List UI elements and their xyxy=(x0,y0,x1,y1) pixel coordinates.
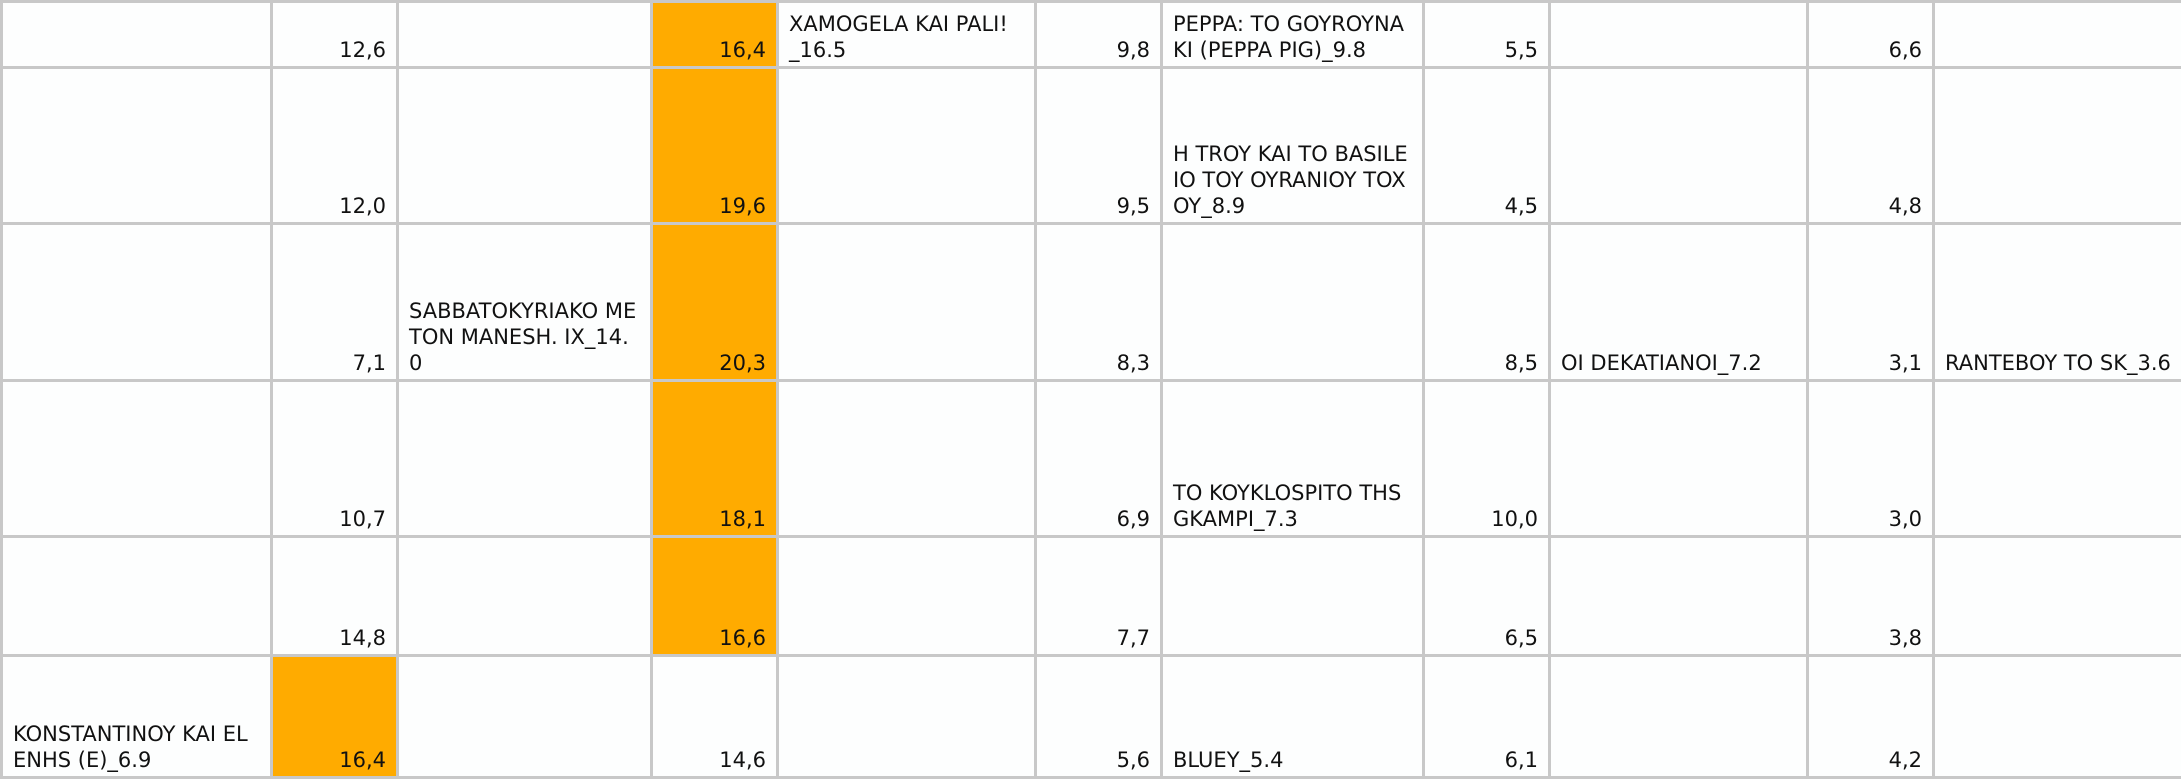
rating-cell[interactable]: 7,7 xyxy=(1036,537,1162,656)
rating-cell-highlighted[interactable]: 19,6 xyxy=(652,68,778,224)
table-cell[interactable] xyxy=(1162,537,1424,656)
program-cell[interactable]: BLUEY_5.4 xyxy=(1162,656,1424,778)
table-row xyxy=(2,68,2181,224)
rating-cell[interactable]: 10,7 xyxy=(272,381,398,537)
table-cell[interactable] xyxy=(1934,537,2181,656)
rating-cell-highlighted[interactable]: 18,1 xyxy=(652,381,778,537)
table-cell[interactable] xyxy=(1934,656,2181,778)
rating-cell[interactable]: 6,5 xyxy=(1424,537,1550,656)
program-cell[interactable]: XAMOGELA KAI PALI! _16.5 xyxy=(778,2,1036,68)
rating-cell[interactable]: 5,5 xyxy=(1424,2,1550,68)
table-cell[interactable] xyxy=(398,381,652,537)
table-row xyxy=(2,381,2181,537)
rating-cell[interactable]: 12,6 xyxy=(272,2,398,68)
table-cell[interactable] xyxy=(398,656,652,778)
rating-cell[interactable]: 14,8 xyxy=(272,537,398,656)
table-cell[interactable] xyxy=(778,537,1036,656)
rating-cell[interactable]: 4,2 xyxy=(1808,656,1934,778)
table-cell[interactable] xyxy=(1162,224,1424,381)
rating-cell[interactable]: 7,1 xyxy=(272,224,398,381)
rating-cell[interactable]: 12,0 xyxy=(272,68,398,224)
table-row xyxy=(2,537,2181,656)
table-cell[interactable] xyxy=(398,2,652,68)
table-cell[interactable] xyxy=(1550,656,1808,778)
table-cell[interactable] xyxy=(2,224,272,381)
rating-cell[interactable]: 10,0 xyxy=(1424,381,1550,537)
rating-cell[interactable]: 4,5 xyxy=(1424,68,1550,224)
table-cell[interactable] xyxy=(2,68,272,224)
program-cell[interactable]: KONSTANTINOY KAI ELENHS (E)_6.9 xyxy=(2,656,272,778)
rating-cell[interactable]: 4,8 xyxy=(1808,68,1934,224)
table-cell[interactable] xyxy=(1550,537,1808,656)
program-cell[interactable] xyxy=(1162,2,1424,68)
program-cell[interactable]: SABBATOKYRIAKO ME TON MANESH. IX_14.0 xyxy=(398,224,652,381)
rating-cell-highlighted[interactable]: 20,3 xyxy=(652,224,778,381)
rating-cell[interactable]: 14,6 xyxy=(652,656,778,778)
rating-cell[interactable]: 9,5 xyxy=(1036,68,1162,224)
table-cell[interactable] xyxy=(1550,68,1808,224)
program-cell[interactable]: TO KOYKLOSPITO THS GKAMPI_7.3 xyxy=(1162,381,1424,537)
rating-cell-highlighted[interactable]: 16,4 xyxy=(272,656,398,778)
table-cell[interactable] xyxy=(778,381,1036,537)
table-cell[interactable] xyxy=(2,2,272,68)
table-cell[interactable] xyxy=(1934,68,2181,224)
rating-cell[interactable]: 6,1 xyxy=(1424,656,1550,778)
table-cell[interactable] xyxy=(778,224,1036,381)
rating-cell[interactable]: 5,6 xyxy=(1036,656,1162,778)
rating-cell[interactable]: 6,9 xyxy=(1036,381,1162,537)
rating-cell-highlighted[interactable]: 16,4 xyxy=(652,2,778,68)
table-cell[interactable] xyxy=(398,68,652,224)
table-cell[interactable] xyxy=(2,381,272,537)
table-cell[interactable] xyxy=(1550,2,1808,68)
table-cell[interactable] xyxy=(1934,2,2181,68)
rating-cell[interactable]: 9,8 xyxy=(1036,2,1162,68)
table-cell[interactable] xyxy=(1934,381,2181,537)
table-cell[interactable] xyxy=(778,656,1036,778)
program-cell[interactable]: RANTEBOY TO SK_3.6 xyxy=(1934,224,2181,381)
rating-cell[interactable]: 6,6 xyxy=(1808,2,1934,68)
rating-cell[interactable]: 8,3 xyxy=(1036,224,1162,381)
table-cell[interactable] xyxy=(1550,381,1808,537)
table-row xyxy=(2,2,2181,68)
table-cell[interactable] xyxy=(778,68,1036,224)
table-cell[interactable] xyxy=(398,537,652,656)
rating-cell[interactable]: 3,8 xyxy=(1808,537,1934,656)
rating-cell[interactable]: 8,5 xyxy=(1424,224,1550,381)
table-row xyxy=(2,656,2181,778)
rating-cell[interactable]: 3,1 xyxy=(1808,224,1934,381)
table-row xyxy=(2,224,2181,381)
rating-cell-highlighted[interactable]: 16,6 xyxy=(652,537,778,656)
program-cell[interactable]: H TROY KAI TO BASILEIO TOY OYRANIOY TOXOY_8.9 xyxy=(1162,68,1424,224)
program-cell[interactable]: OI DEKATIANOI_7.2 xyxy=(1550,224,1808,381)
program-cell-text: PEPPA: TO GOYROYNAKI (PEPPA PIG)_9.8 xyxy=(1173,11,1412,63)
table-cell[interactable] xyxy=(2,537,272,656)
rating-cell[interactable]: 3,0 xyxy=(1808,381,1934,537)
